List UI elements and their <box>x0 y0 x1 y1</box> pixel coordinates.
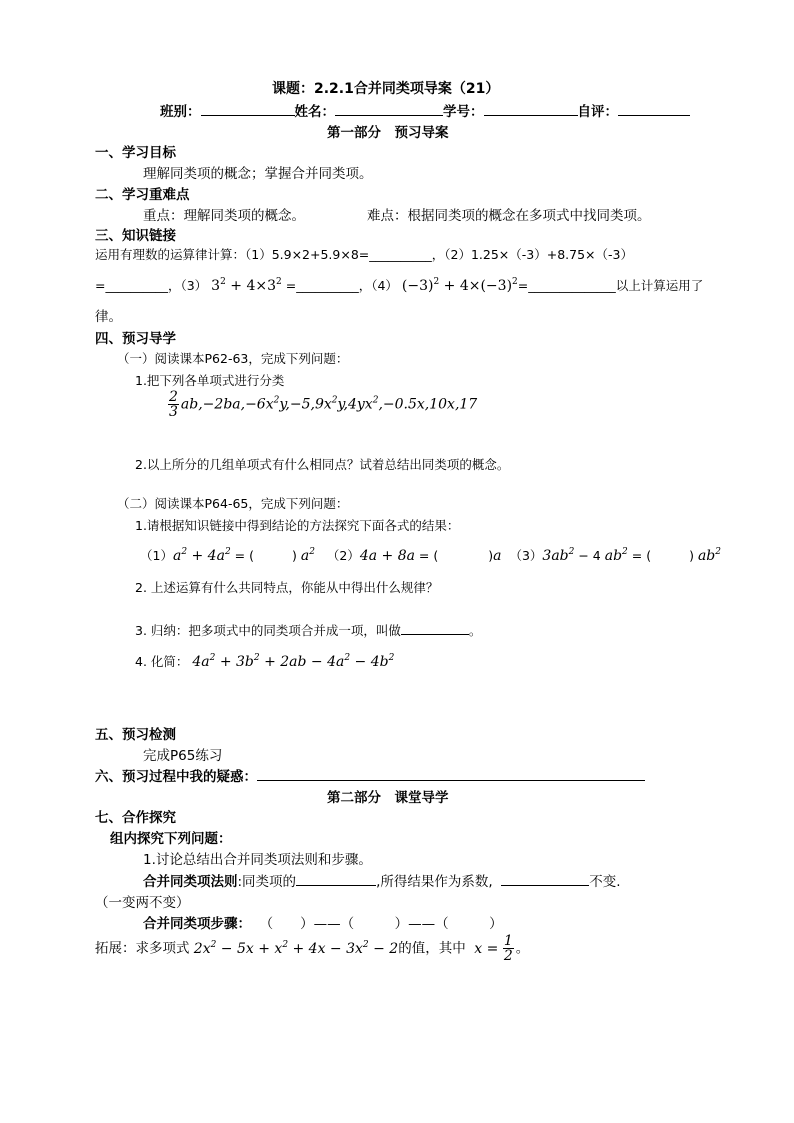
rule-text-c: 不变. <box>589 874 621 890</box>
steps-text: （ ）——（ ）——（ ） <box>259 916 503 932</box>
ext-condition: x = $\frac{1}{2}$ <box>474 933 513 964</box>
ext-polynomial: $2x^2 - 5x + x^2 + 4x - 3x^2 - 2$ <box>193 939 399 957</box>
header-info-row <box>160 100 690 120</box>
expr-3: $3^2 + 4\times 3^2$ <box>211 277 282 294</box>
doubts-field[interactable] <box>257 767 645 781</box>
expr-4: $(-3)^2 + 4\times(-3)^2$ <box>401 277 518 294</box>
name-field[interactable] <box>335 102 443 116</box>
rule-blank-1[interactable] <box>296 872 376 886</box>
s2-key: 重点：理解同类项的概念。 <box>143 208 305 224</box>
rule-label: 合并同类项法则 <box>143 874 238 890</box>
s3-l2a: =__________，（3） <box>95 278 208 293</box>
ext-text-a: 拓展：求多项式 <box>95 940 190 957</box>
s3-l2c: =______________以上计算运用了 <box>517 278 704 293</box>
s3-l2b: =__________，（4） <box>285 278 398 293</box>
simplify-expr: $4a^2 + 3b^2 + 2ab - 4a^2 - 4b^2$ <box>192 653 395 670</box>
s4-q6 <box>135 652 394 670</box>
s3-line1: 运用有理数的运算律计算：（1）5.9×2+5.9×8=__________，（2）1.25×（-3）+8.75×（-3） <box>95 247 633 262</box>
s1-heading: 一、学习目标 <box>95 145 176 161</box>
s5-heading: 五、预习检测 <box>95 727 176 743</box>
s1-text: 理解同类项的概念；掌握合并同类项。 <box>143 166 373 182</box>
s4-q6-text: 4. 化简： <box>135 654 189 669</box>
steps-label: 合并同类项步骤： <box>143 916 251 932</box>
s4-q3: 1.请根据知识链接中得到结论的方法探究下面各式的结果： <box>135 518 460 533</box>
rule-text-b: ,所得结果作为系数, <box>376 874 493 890</box>
s4-q5-end: 。 <box>468 623 482 638</box>
part2-heading: 第二部分 课堂导学 <box>327 790 449 806</box>
part1-heading: 第一部分 预习导案 <box>327 125 449 141</box>
monomial-list: $\frac{2}{3}$ $ab,-2ba,-6x^2y,-5,9x^2y,4yx^2,-0.5x,10x,17$ <box>169 389 478 420</box>
explore-exprs: $(1)a^2 + 4a^2$ = ( ) $a^2$ （2）4a + 8a = ( )a $(3)3ab^2 - 4$ $ab^2$ = ( ) $ab^2$ <box>140 547 721 564</box>
selfeval-field[interactable] <box>618 102 690 116</box>
ext-text-b: 的值，其中 <box>398 940 466 957</box>
s5-text: 完成P65练习 <box>143 748 223 764</box>
s4-q4: 2. 上述运算有什么共同特点，你能从中得出什么规律？ <box>135 580 439 595</box>
s7-steps <box>143 912 503 932</box>
s6-heading-text: 六、预习过程中我的疑惑： <box>95 769 257 785</box>
s7-q1: 1.讨论总结出合并同类项法则和步骤。 <box>143 852 372 868</box>
s7-extension: 拓展：求多项式 $2x^2 - 5x + x^2 + 4x - 3x^2 - 2$的值，其中 x = $\frac{1}{2}$ 。 <box>95 933 530 964</box>
s4-q5-text: 3. 归纳：把多项式中的同类项合并成一项，叫做 <box>135 623 401 638</box>
rule-blank-2[interactable] <box>501 872 589 886</box>
s4-q1: 1.把下列各单项式进行分类 <box>135 373 285 388</box>
s4-q5 <box>135 621 481 639</box>
s7-rule <box>143 870 621 890</box>
s4-heading: 四、预习导学 <box>95 331 176 347</box>
s7-group: 组内探究下列问题： <box>110 831 232 847</box>
s3-line2 <box>95 276 703 294</box>
s4-sub1: （一）阅读课本P62-63，完成下列问题： <box>117 351 349 366</box>
name-label: 姓名： <box>294 104 335 120</box>
selfeval-label: 自评： <box>577 104 618 120</box>
page-title: 课题：2.2.1合并同类项导案（21） <box>272 81 500 97</box>
s7-heading: 七、合作探究 <box>95 810 176 826</box>
class-label: 班别： <box>160 104 201 120</box>
s3-heading: 三、知识链接 <box>95 228 176 244</box>
rule-note: （一变两不变） <box>95 895 190 911</box>
id-field[interactable] <box>484 102 578 116</box>
s2-difficult: 难点：根据同类项的概念在多项式中找同类项。 <box>367 208 651 224</box>
s4-sub2: （二）阅读课本P64-65，完成下列问题： <box>117 496 349 511</box>
s2-heading: 二、学习重难点 <box>95 187 190 203</box>
id-label: 学号： <box>443 104 484 120</box>
s3-line3: 律。 <box>95 309 122 325</box>
class-field[interactable] <box>201 102 295 116</box>
rule-text-a: :同类项的 <box>237 874 297 890</box>
s4-q2: 2.以上所分的几组单项式有什么相同点？试着总结出同类项的概念。 <box>135 457 510 472</box>
q5-blank[interactable] <box>401 621 469 635</box>
s6-heading <box>95 765 645 785</box>
